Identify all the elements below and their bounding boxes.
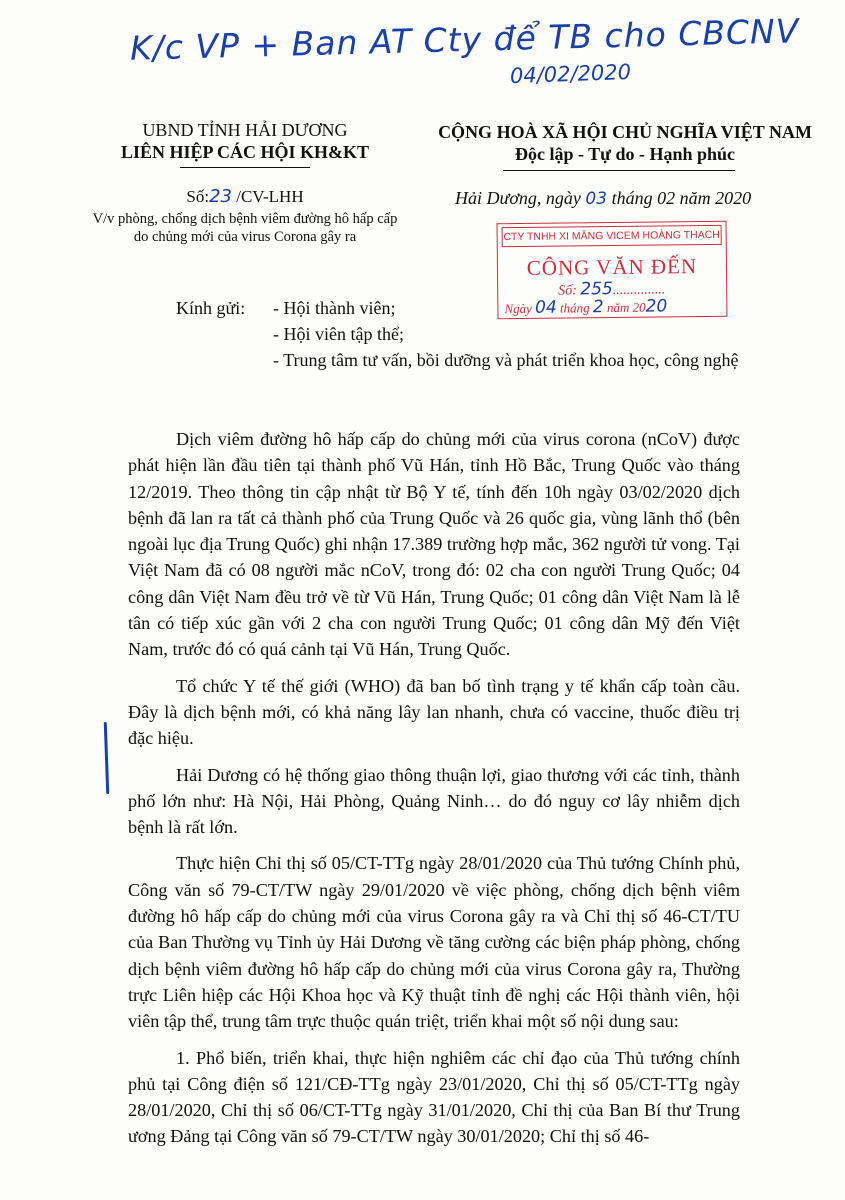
stamp-company: CTY TNHH XI MĂNG VICEM HOÀNG THẠCH <box>502 225 722 247</box>
subject-line-2: do chủng mới của virus Corona gây ra <box>133 229 357 245</box>
recipient-item: - Trung tâm tư vấn, bồi dưỡng và phát triển khoa học, công nghệ <box>273 350 739 370</box>
document-number-value: 23 <box>209 186 232 207</box>
place-date-suffix: tháng 02 năm 2020 <box>611 188 752 208</box>
body-paragraph: Tổ chức Y tế thế giới (WHO) đã ban bố tình trạng y tế khẩn cấp toàn cầu. Đây là dịch bệnh mới, có khả năng lây lan nhanh, chưa có vaccine, thuốc điều trị đặc hiệu. <box>128 675 740 749</box>
stamp-number-value: 255 <box>580 278 613 300</box>
stamp-number-dots: ............... <box>612 282 666 298</box>
national-motto: Độc lập - Tự do - Hạnh phúc <box>514 144 736 164</box>
place-date-day: 03 <box>585 189 608 209</box>
stamp-year: 20 <box>645 296 668 317</box>
issuer-province: UBND TỈNH HẢI DƯƠNG <box>142 120 348 140</box>
stamp-day: 04 <box>534 297 557 318</box>
recipients-label: Kính gửi: <box>176 298 246 318</box>
stamp-ngay-label: Ngày <box>504 300 532 317</box>
stamp-nam-label: năm 20 <box>606 299 646 316</box>
subject-line-1: V/v phòng, chống dịch bệnh viêm đường hô hấp cấp <box>92 211 398 227</box>
handwritten-margin-mark <box>104 722 110 794</box>
motto-underline <box>503 170 735 171</box>
stamp-date <box>504 296 667 318</box>
document-number <box>95 186 395 207</box>
body-paragraph: Hải Dương có hệ thống giao thông thuận lợi, giao thương với các tỉnh, thành phố lớn như: Hà Nội, Hải Phòng, Quảng Ninh… do đó nguy cơ lây nhiễm dịch bệnh là rất lớn. <box>128 764 740 838</box>
recipient-item: - Hội thành viên; <box>273 298 396 318</box>
issuer-organization: LIÊN HIỆP CÁC HỘI KH&KT <box>120 142 370 162</box>
issuer-underline <box>180 167 310 168</box>
stamp-month: 2 <box>592 297 604 318</box>
national-title: CỘNG HOÀ XÃ HỘI CHỦ NGHĨA VIỆT NAM <box>438 122 812 142</box>
body-paragraph: Dịch viêm đường hô hấp cấp do chủng mới của virus corona (nCoV) được phát hiện lần đầu tiên tại thành phố Vũ Hán, tỉnh Hồ Bắc, Trung Quốc vào tháng 12/2019. Theo thông tin cập nhật từ Bộ Y tế, tính đến 10h ngày 03/02/2020 dịch bệnh đã lan ra tất cả thành phố của Trung Quốc và 26 quốc gia, vùng lãnh thổ (bên ngoài lục địa Trung Quốc) ghi nhận 17.389 trường hợp mắc, 362 người tử vong. Tại Việt Nam đã có 08 người mắc nCoV, trong đó: 02 cha con người Trung Quốc; 04 công dân Việt Nam đều trở về từ Vũ Hán, Trung Quốc; 01 công dân Việt Nam là lễ tân có tiếp xúc gần với 2 cha con người Trung Quốc; 01 công dân Mỹ đến Việt Nam, trước đó có quá cảnh tại Vũ Hán, Trung Quốc. <box>128 429 740 660</box>
document-number-prefix: Số: <box>186 187 210 206</box>
place-date <box>455 188 751 209</box>
stamp-number-label: Số: <box>558 283 577 299</box>
recipient-item: - Hội viên tập thể; <box>273 324 404 344</box>
body-paragraph: Thực hiện Chỉ thị số 05/CT-TTg ngày 28/01/2020 của Thủ tướng Chính phủ, Công văn số 79-CT/TW ngày 29/01/2020 về việc phòng, chống dịch bệnh viêm đường hô hấp cấp do chủng mới của virus Corona gây ra và Chỉ thị số 46-CT/TU của Ban Thường vụ Tỉnh ủy Hải Dương về tăng cường các biện pháp phòng, chống dịch bệnh viêm đường hô hấp cấp do chủng mới của virus Corona gây ra, Thường trực Liên hiệp các Hội Khoa học và Kỹ thuật tỉnh đề nghị các Hội thành viên, hội viên tập thể, trung tâm trực thuộc quán triệt, triển khai một số nội dung sau: <box>128 853 740 1032</box>
stamp-thang-label: tháng <box>559 300 590 316</box>
body-paragraph: 1. Phổ biến, triển khai, thực hiện nghiêm các chỉ đạo của Thủ tướng chính phủ tại Công điện số 121/CĐ-TTg ngày 23/01/2020, Chỉ thị số 05/CT-TTg ngày 28/01/2020, Chỉ thị số 06/CT-TTg ngày 31/01/2020, Chỉ thị của Ban Bí thư Trung ương Đảng tại Công văn số 79-CT/TW ngày 30/01/2020; Chỉ thị số 46- <box>128 1047 740 1147</box>
place-date-prefix: Hải Dương, ngày <box>455 188 581 208</box>
document-number-suffix: /CV-LHH <box>236 187 304 206</box>
handwritten-note: K/c VP + Ban AT Cty để TB cho CBCNV <box>129 11 800 68</box>
handwritten-date: 04/02/2020 <box>509 59 632 89</box>
document-body <box>128 426 740 1150</box>
stamp-title: CÔNG VĂN ĐẾN <box>526 254 698 280</box>
incoming-stamp <box>497 221 728 319</box>
